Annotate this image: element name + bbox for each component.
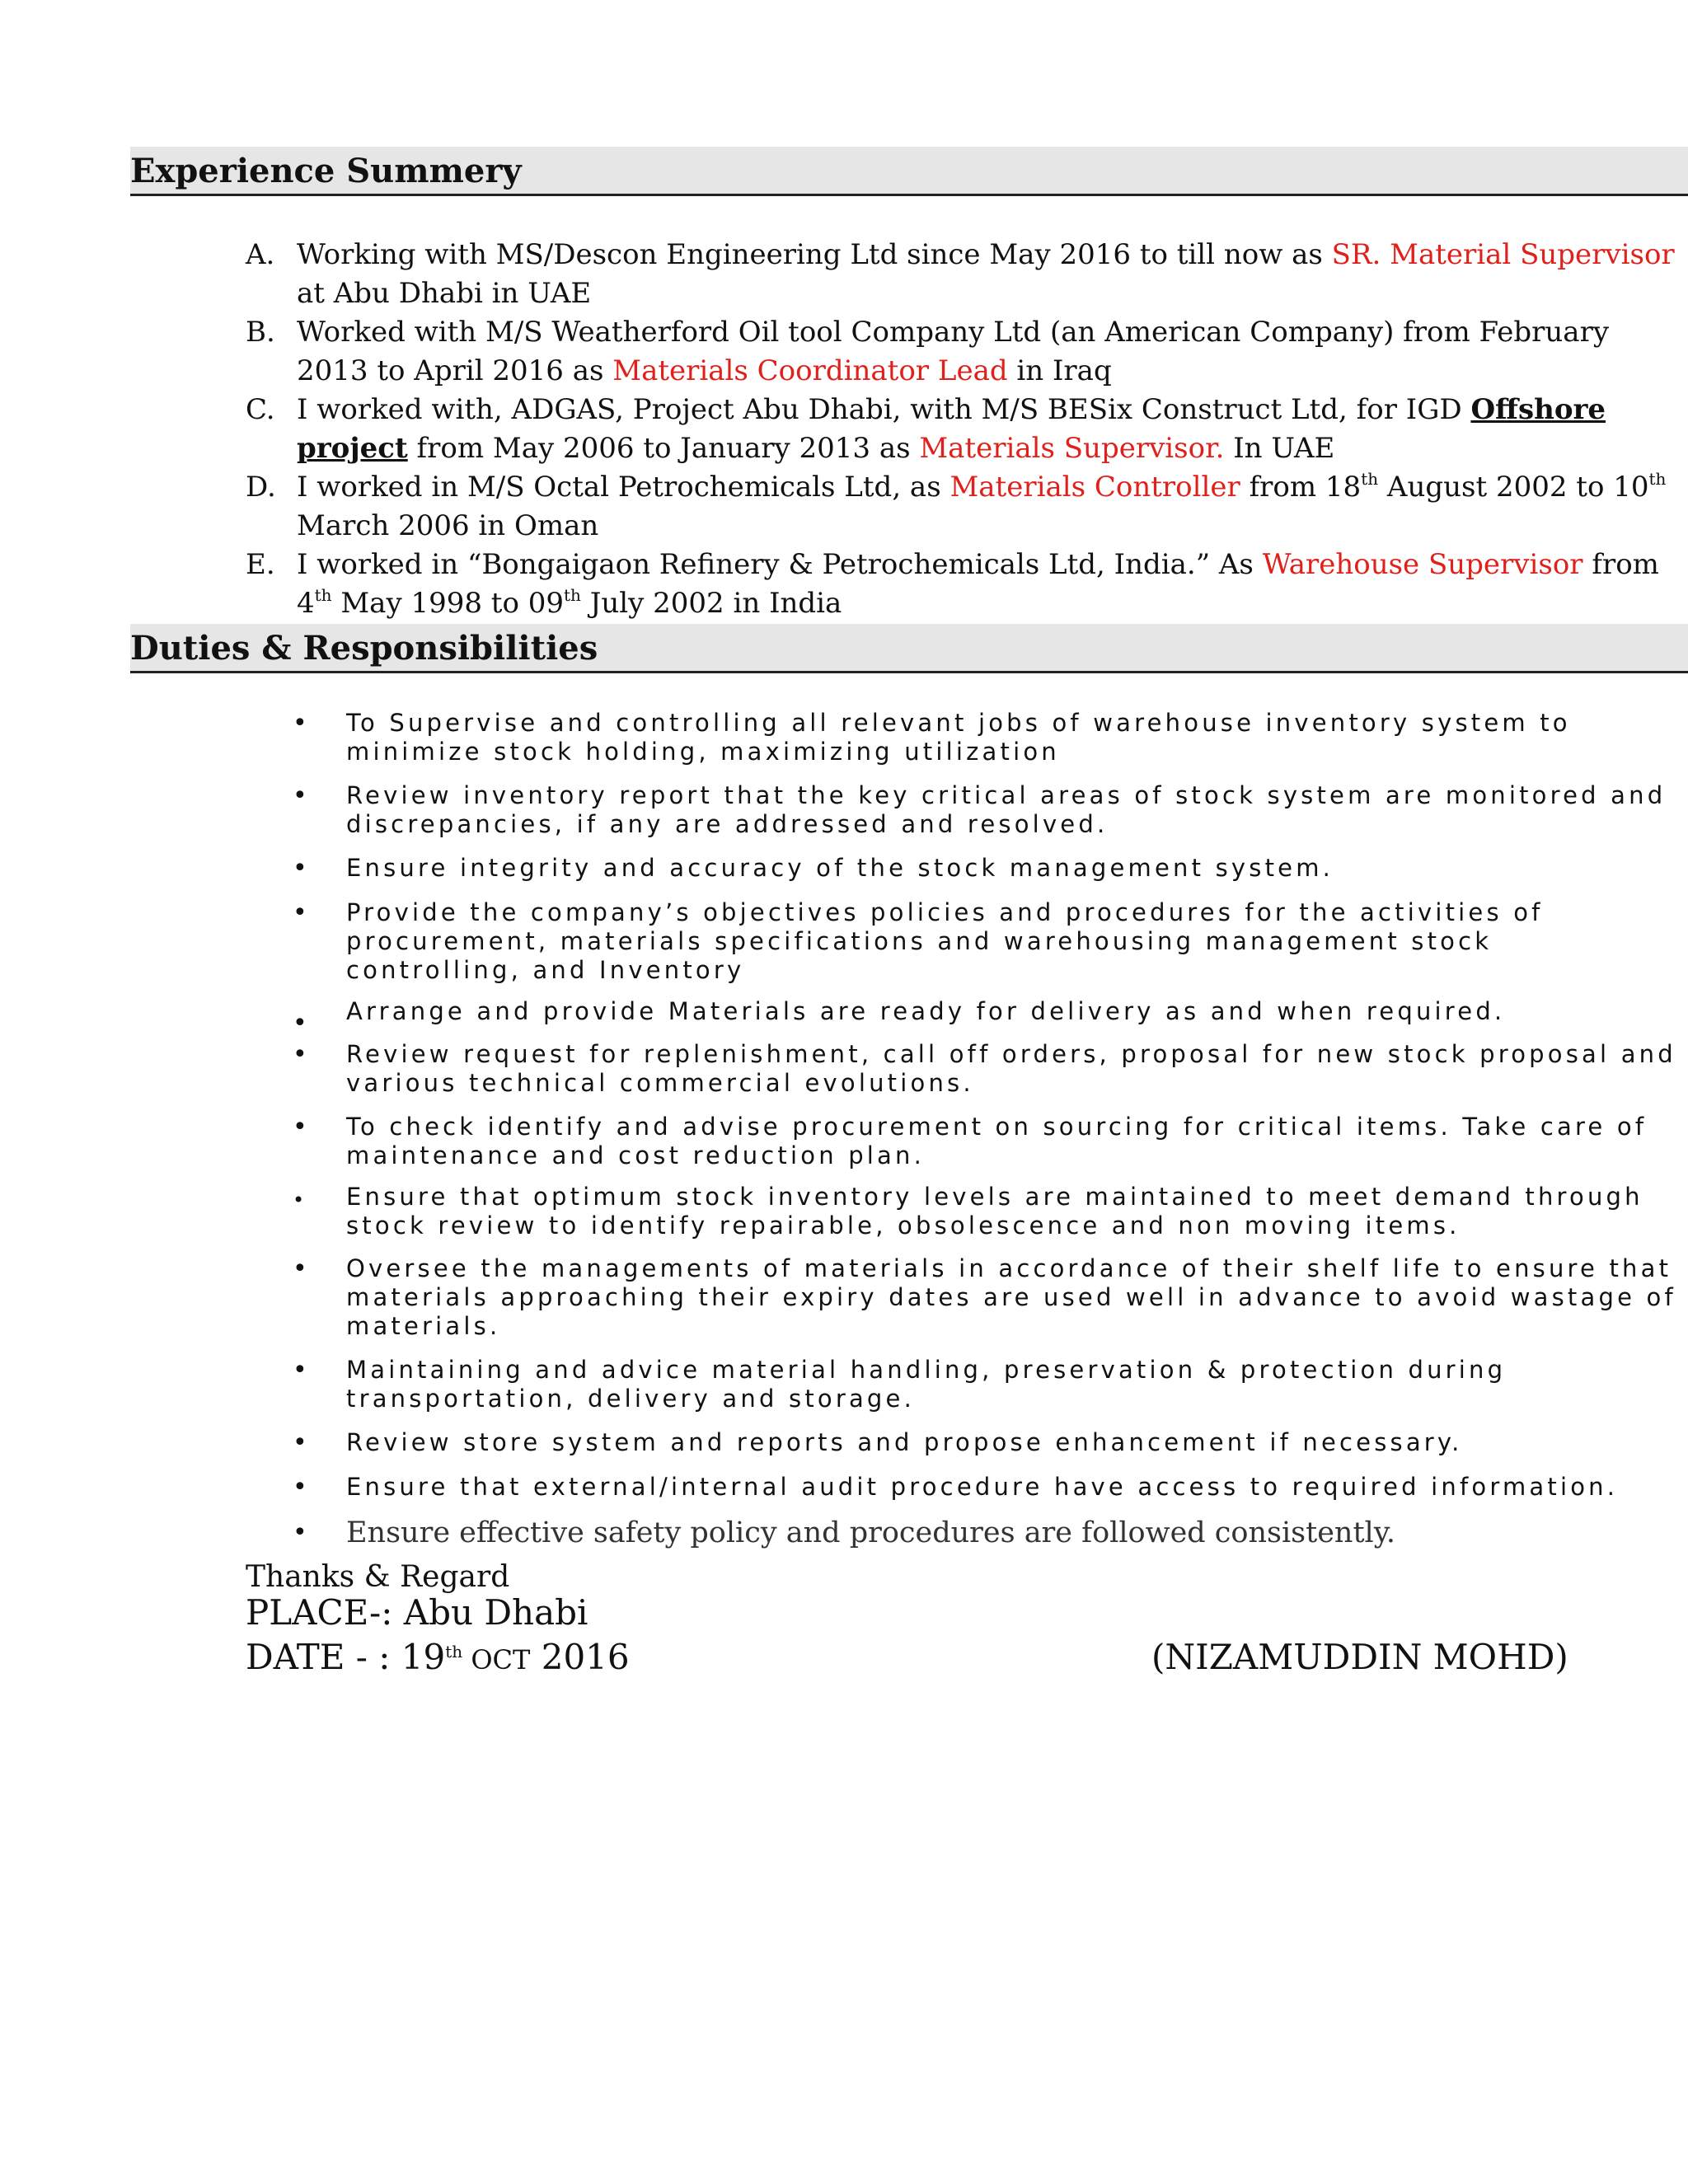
duty-text: To check identify and advise procurement on sourcing for critical items. Take care of maintenance and cost reduction plan. [346, 1113, 1648, 1169]
list-item [293, 1040, 1677, 1098]
ordinal-suffix: th [1361, 469, 1379, 489]
ordinal-suffix: th [445, 1642, 463, 1661]
duties-list [293, 709, 1677, 1551]
job-role: Warehouse Supervisor [1262, 548, 1583, 581]
list-item [293, 1113, 1677, 1170]
ordinal-suffix: th [1648, 469, 1667, 489]
job-role: Materials Coordinator Lead [612, 354, 1008, 387]
list-item [293, 898, 1677, 985]
experience-list [246, 236, 1680, 623]
experience-item [246, 236, 1680, 313]
bullet-icon: • [293, 781, 307, 810]
list-item [293, 1254, 1677, 1341]
bullet-icon: • [293, 709, 307, 738]
duty-text: Review inventory report that the key critical areas of stock system are monitored and discrepancies, if any are addressed and resolved. [346, 781, 1667, 838]
ordinal-suffix: th [314, 585, 332, 605]
experience-heading [130, 147, 1688, 196]
bullet-icon: • [293, 1009, 307, 1038]
experience-item [246, 313, 1680, 391]
bullet-icon: • [293, 1188, 305, 1212]
bullet-icon: • [293, 1473, 307, 1502]
closing-date [246, 1637, 630, 1677]
list-item [293, 1356, 1677, 1413]
experience-text: Worked with M/S Weatherford Oil tool Company Ltd (an American Company) from February 2013 to April 2016 as [297, 316, 1610, 387]
bullet-icon: • [293, 1518, 307, 1547]
experience-text: May 1998 to 09 [331, 587, 565, 620]
experience-item [246, 391, 1680, 468]
list-marker: C. [246, 393, 275, 426]
date-day: DATE - : 19 [246, 1637, 446, 1677]
signature-name: (NIZAMUDDIN MOHD) [1151, 1637, 1568, 1677]
duty-text: Arrange and provide Materials are ready for delivery as and when required. [346, 997, 1506, 1025]
experience-text: March 2006 in Oman [297, 509, 599, 542]
job-role: Materials Supervisor. [919, 432, 1225, 465]
list-item [293, 1428, 1677, 1457]
list-marker: B. [246, 316, 275, 349]
list-item [293, 781, 1677, 839]
bullet-icon: • [293, 898, 307, 927]
list-item [293, 854, 1677, 883]
list-item [293, 1183, 1677, 1240]
list-marker: A. [246, 238, 275, 271]
experience-text: I worked in M/S Octal Petrochemicals Ltd, as [297, 471, 950, 504]
duty-text: Maintaining and advice material handling, preservation & protection during transportation, delivery and storage. [346, 1356, 1507, 1413]
duty-text: Oversee the managements of materials in accordance of their shelf life to ensure that materials approaching their expiry dates are used well in advance to avoid wastage of materials. [346, 1254, 1676, 1340]
experience-text: August 2002 to 10 [1378, 471, 1649, 504]
duties-heading-text: Duties & Responsibilities [130, 629, 598, 668]
bullet-icon: • [293, 1040, 307, 1069]
bullet-icon: • [293, 854, 307, 883]
duty-text: Ensure effective safety policy and procedures are followed consistently. [346, 1516, 1395, 1549]
job-role: Materials Controller [950, 471, 1240, 504]
duty-text: Review store system and reports and propose enhancement if necessary. [346, 1428, 1463, 1456]
list-marker: D. [246, 471, 276, 504]
duty-text: Ensure integrity and accuracy of the stock management system. [346, 854, 1334, 882]
bullet-icon: • [293, 1428, 307, 1457]
date-year: 2016 [530, 1637, 630, 1677]
experience-text: from 18 [1240, 471, 1362, 504]
list-item [293, 997, 1677, 1038]
experience-item [246, 468, 1680, 546]
experience-heading-text: Experience Summery [130, 152, 522, 190]
experience-text: Working with MS/Descon Engineering Ltd since May 2016 to till now as [297, 238, 1332, 271]
experience-item [246, 546, 1680, 623]
bullet-icon: • [293, 1113, 307, 1141]
duty-text: Ensure that external/internal audit procedure have access to required information. [346, 1473, 1619, 1501]
job-role: SR. Material Supervisor [1331, 238, 1675, 271]
experience-text: In UAE [1224, 432, 1335, 465]
experience-text: July 2002 in India [580, 587, 842, 620]
bullet-icon: • [293, 1254, 307, 1283]
ordinal-suffix: th [564, 585, 581, 605]
project-name: Offshore project [297, 393, 1606, 465]
experience-text: from 4 [297, 548, 1659, 620]
experience-text: I worked in “Bongaigaon Refinery & Petrochemicals Ltd, India.” As [297, 548, 1263, 581]
duty-text: Review request for replenishment, call off orders, proposal for new stock proposal and various technical commercial evolutions. [346, 1040, 1676, 1097]
closing-place: PLACE-: Abu Dhabi [246, 1592, 588, 1633]
date-month: OCT [462, 1644, 531, 1675]
experience-text: from May 2006 to January 2013 as [407, 432, 920, 465]
experience-text: at Abu Dhabi in UAE [297, 277, 592, 310]
list-item [293, 709, 1677, 766]
duties-heading [130, 624, 1688, 673]
list-item [293, 1473, 1677, 1502]
duty-text: Provide the company’s objectives policies and procedures for the activities of procurement, materials specifications and warehousing management stock controlling, and Inventory [346, 898, 1544, 984]
duty-text: Ensure that optimum stock inventory levels are maintained to meet demand through stock review to identify repairable, obsolescence and non moving items. [346, 1183, 1643, 1240]
closing-thanks: Thanks & Regard [246, 1560, 510, 1594]
duty-text: To Supervise and controlling all relevant jobs of warehouse inventory system to minimize stock holding, maximizing utilization [346, 709, 1571, 766]
list-marker: E. [246, 548, 275, 581]
experience-text: in Iraq [1007, 354, 1112, 387]
experience-text: I worked with, ADGAS, Project Abu Dhabi, with M/S BESix Construct Ltd, for IGD [297, 393, 1471, 426]
bullet-icon: • [293, 1356, 307, 1385]
list-item [293, 1515, 1677, 1551]
